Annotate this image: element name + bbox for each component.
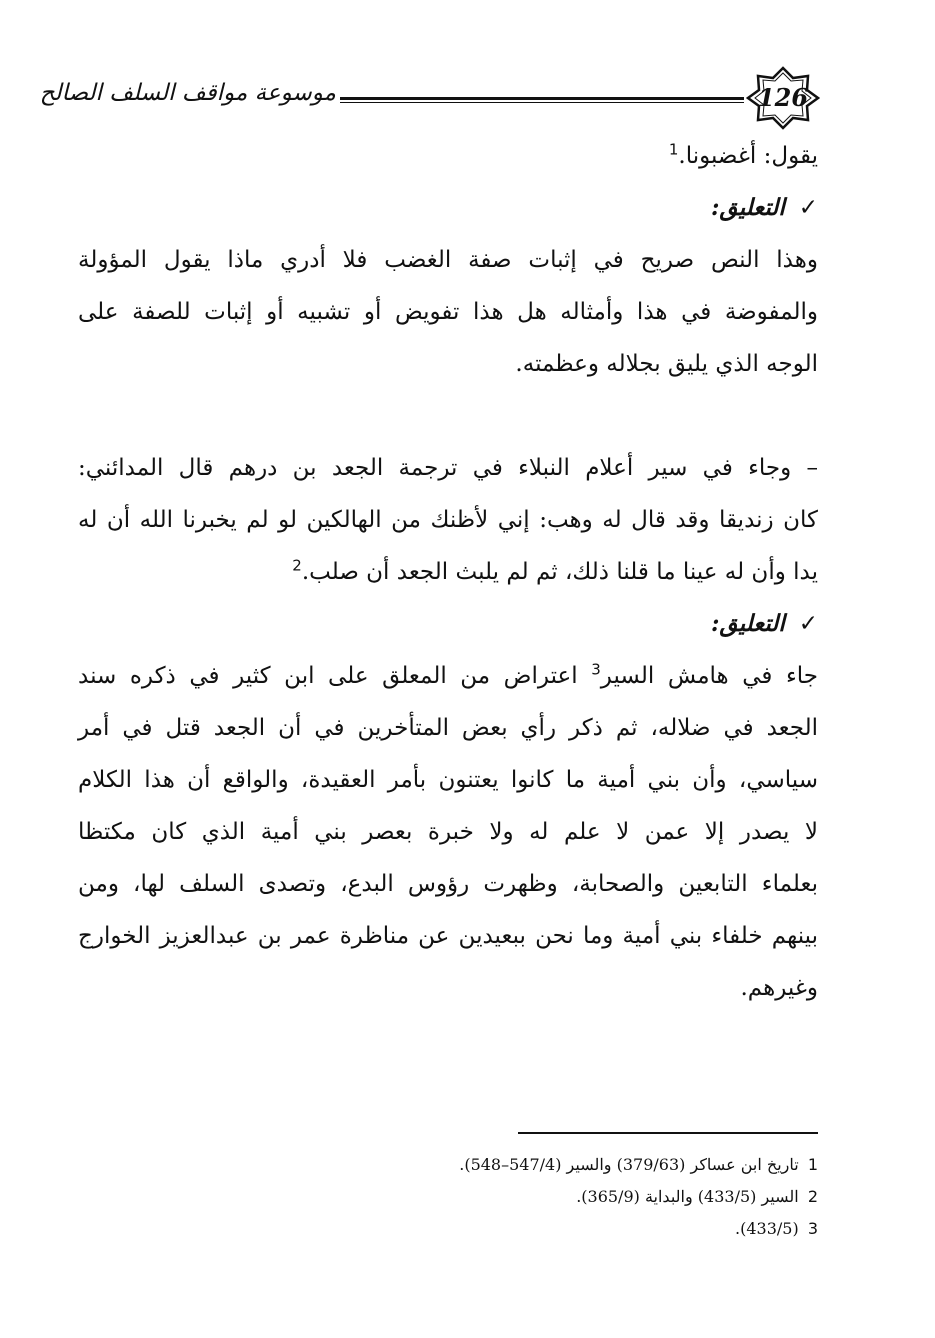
page-number: 126	[757, 83, 809, 112]
paragraph-1	[78, 234, 818, 390]
paragraph-line: – وجاء في سير أعلام النبلاء في ترجمة الجعد بن درهم قال المدائني:	[78, 455, 818, 481]
paragraph-line: وغيرهم.	[740, 975, 818, 1001]
checkmark-icon: ✓	[798, 195, 818, 221]
checkmark-icon: ✓	[798, 611, 818, 637]
paragraph-line: سياسي، وأن بني أمية ما كانوا يعتنون بأمر العقيدة، والواقع أن هذا الكلام	[78, 767, 818, 793]
header-rule	[340, 95, 744, 104]
footnote-number: 2	[807, 1187, 818, 1206]
paragraph-gap	[78, 390, 818, 442]
footnote-1	[300, 1149, 818, 1181]
comment-heading-text: التعليق:	[711, 194, 785, 221]
paragraph-text: جاء في هامش السير	[600, 663, 818, 689]
book-title: موسوعة مواقف السلف الصالح	[39, 80, 336, 106]
footnote-3	[300, 1213, 818, 1245]
intro-text: يقول: أغضبونا.	[678, 143, 818, 169]
footnote-ref-2[interactable]: 2	[292, 556, 302, 575]
footnote-text: تاريخ ابن عساكر (379/63) والسير (547/4–548).	[459, 1155, 799, 1174]
comment-heading-2	[78, 598, 818, 650]
page-number-badge	[746, 66, 820, 130]
footnote-ref-1[interactable]: 1	[668, 140, 679, 159]
paragraph-line: بعلماء التابعين والصحابة، وظهرت رؤوس البدع، وتصدى السلف لها، ومن	[78, 871, 818, 897]
paragraph-2	[78, 442, 818, 598]
footnote-number: 1	[807, 1155, 818, 1174]
comment-heading-text: التعليق:	[711, 610, 785, 637]
header-rule-thick	[340, 97, 744, 100]
footnote-separator	[518, 1132, 818, 1134]
paragraph-text: اعتراض من المعلق على ابن كثير في ذكره سند	[78, 663, 592, 689]
footnotes	[300, 1149, 818, 1245]
footnote-2	[300, 1181, 818, 1213]
paragraph-line: كان زنديقا وقد قال له وهب: إني لأظنك من الهالكين لو لم يخبرنا الله أن له	[78, 507, 818, 533]
body-text	[78, 130, 818, 1014]
footnote-ref-3[interactable]: 3	[591, 660, 601, 679]
paragraph-3	[78, 650, 818, 1014]
paragraph-line	[78, 650, 818, 702]
paragraph-line: بينهم خلفاء بني أمية وما نحن ببعيدين عن مناظرة عمر بن عبدالعزيز الخوارج	[78, 923, 818, 949]
footnote-number: 3	[807, 1219, 818, 1238]
footnote-text: السير (433/5) والبداية (365/9).	[576, 1187, 799, 1206]
paragraph-line: وهذا النص صريح في إثبات صفة الغضب فلا أدري ماذا يقول المؤولة	[78, 247, 818, 273]
intro-line	[78, 130, 818, 182]
footnote-text: (433/5).	[735, 1219, 799, 1238]
paragraph-line: لا يصدر إلا عمن لا علم له ولا خبرة بعصر بني أمية الذي كان مكتظا	[78, 819, 818, 845]
header-rule-thin	[340, 102, 744, 103]
page-header	[39, 66, 820, 130]
paragraph-line: الجعد في ضلاله، ثم ذكر رأي بعض المتأخرين في أن الجعد قتل في أمر	[78, 715, 818, 741]
comment-heading-1	[78, 182, 818, 234]
paragraph-line: الوجه الذي يليق بجلاله وعظمته.	[515, 351, 818, 377]
paragraph-line: والمفوضة في هذا وأمثاله هل هذا تفويض أو تشبيه أو إثبات للصفة على	[78, 299, 818, 325]
paragraph-line: يدا وأن له عينا ما قلنا ذلك، ثم لم يلبث الجعد أن صلب.	[301, 559, 818, 585]
